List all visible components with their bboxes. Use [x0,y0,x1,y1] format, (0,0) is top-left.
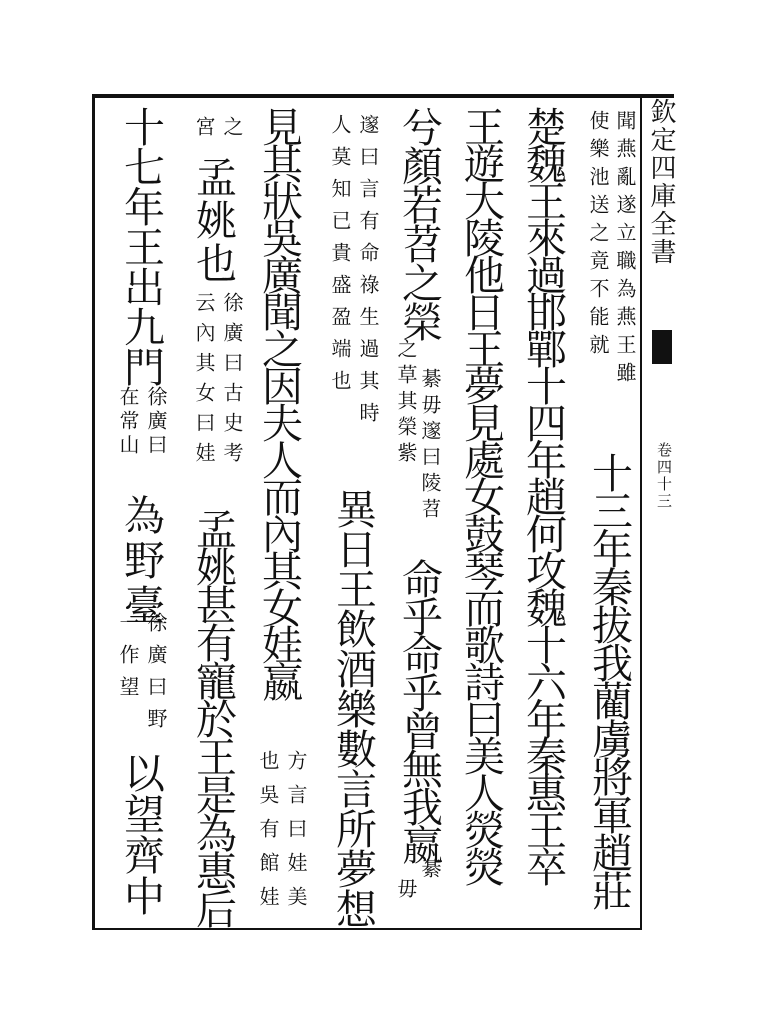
text-column-7: 見其狀吳廣聞之因夫人而內其女娃嬴 [255,106,303,698]
note-column-8a-left: 云內其女曰娃 [192,292,216,472]
top-border [92,94,674,98]
volume-number: 卷四十三 [655,442,673,510]
note-column-1: 聞燕亂遂立職為燕王雖 [613,110,637,390]
note-column-5a-left: 之草其榮紫 [394,338,418,468]
note-column-9b-left: 一作望 [116,612,140,708]
note-column-9a-right: 徐廣曰 [144,386,168,458]
text-column-9b: 為野臺 [117,494,165,629]
text-column-9c: 以望齊中 [117,752,165,916]
bottom-border [92,928,642,930]
text-column-8a: 孟姚也 [189,156,237,285]
text-column-4: 王遊大陵他日王夢見處女鼓琴而歌詩曰美人熒熒 [457,106,505,883]
book-title: 欽定四庫全書 [646,98,676,266]
text-column-8b: 孟姚甚有寵於王是為惠后 [189,508,237,926]
text-column-5a: 兮顏若苕之榮 [395,106,443,340]
text-column-5b: 命乎命乎曾無我嬴 [395,558,443,862]
left-border [92,94,95,930]
note-column-9a-left: 在常山 [116,386,140,458]
right-border [640,94,642,930]
note-column-5b-left: 毋 [394,878,418,906]
note-column-5a-right: 綦毋邃曰陵苕 [418,368,442,524]
note-column-5b-right: 綦 [418,858,442,886]
text-column-2: 十三年秦拔我藺虜將軍趙莊 [585,452,633,908]
note-column-7-right: 方言曰娃美 [284,750,308,920]
note-column-2: 使樂池送之竟不能就 [586,110,610,362]
note-column-8-right: 之 [220,116,244,144]
text-column-9a: 十七年王出九門 [117,106,165,386]
note-column-8a-right: 徐廣曰古史考 [220,292,244,472]
note-column-7-left: 也吳有館娃 [256,750,280,920]
text-column-3: 楚魏王來過邯鄲十四年趙何攻魏十六年秦惠王卒 [519,106,567,883]
note-column-9b-right: 徐廣曰野 [144,612,168,740]
note-column-6a-right: 邃曰言有命祿生過其時 [356,114,380,434]
fishtail-mark [652,330,672,364]
text-column-6: 異日王飲酒樂數言所夢想 [329,488,377,928]
note-column-6a-left: 人莫知已貴盛盈端也 [328,114,352,402]
note-column-8-left: 宮 [192,116,216,144]
